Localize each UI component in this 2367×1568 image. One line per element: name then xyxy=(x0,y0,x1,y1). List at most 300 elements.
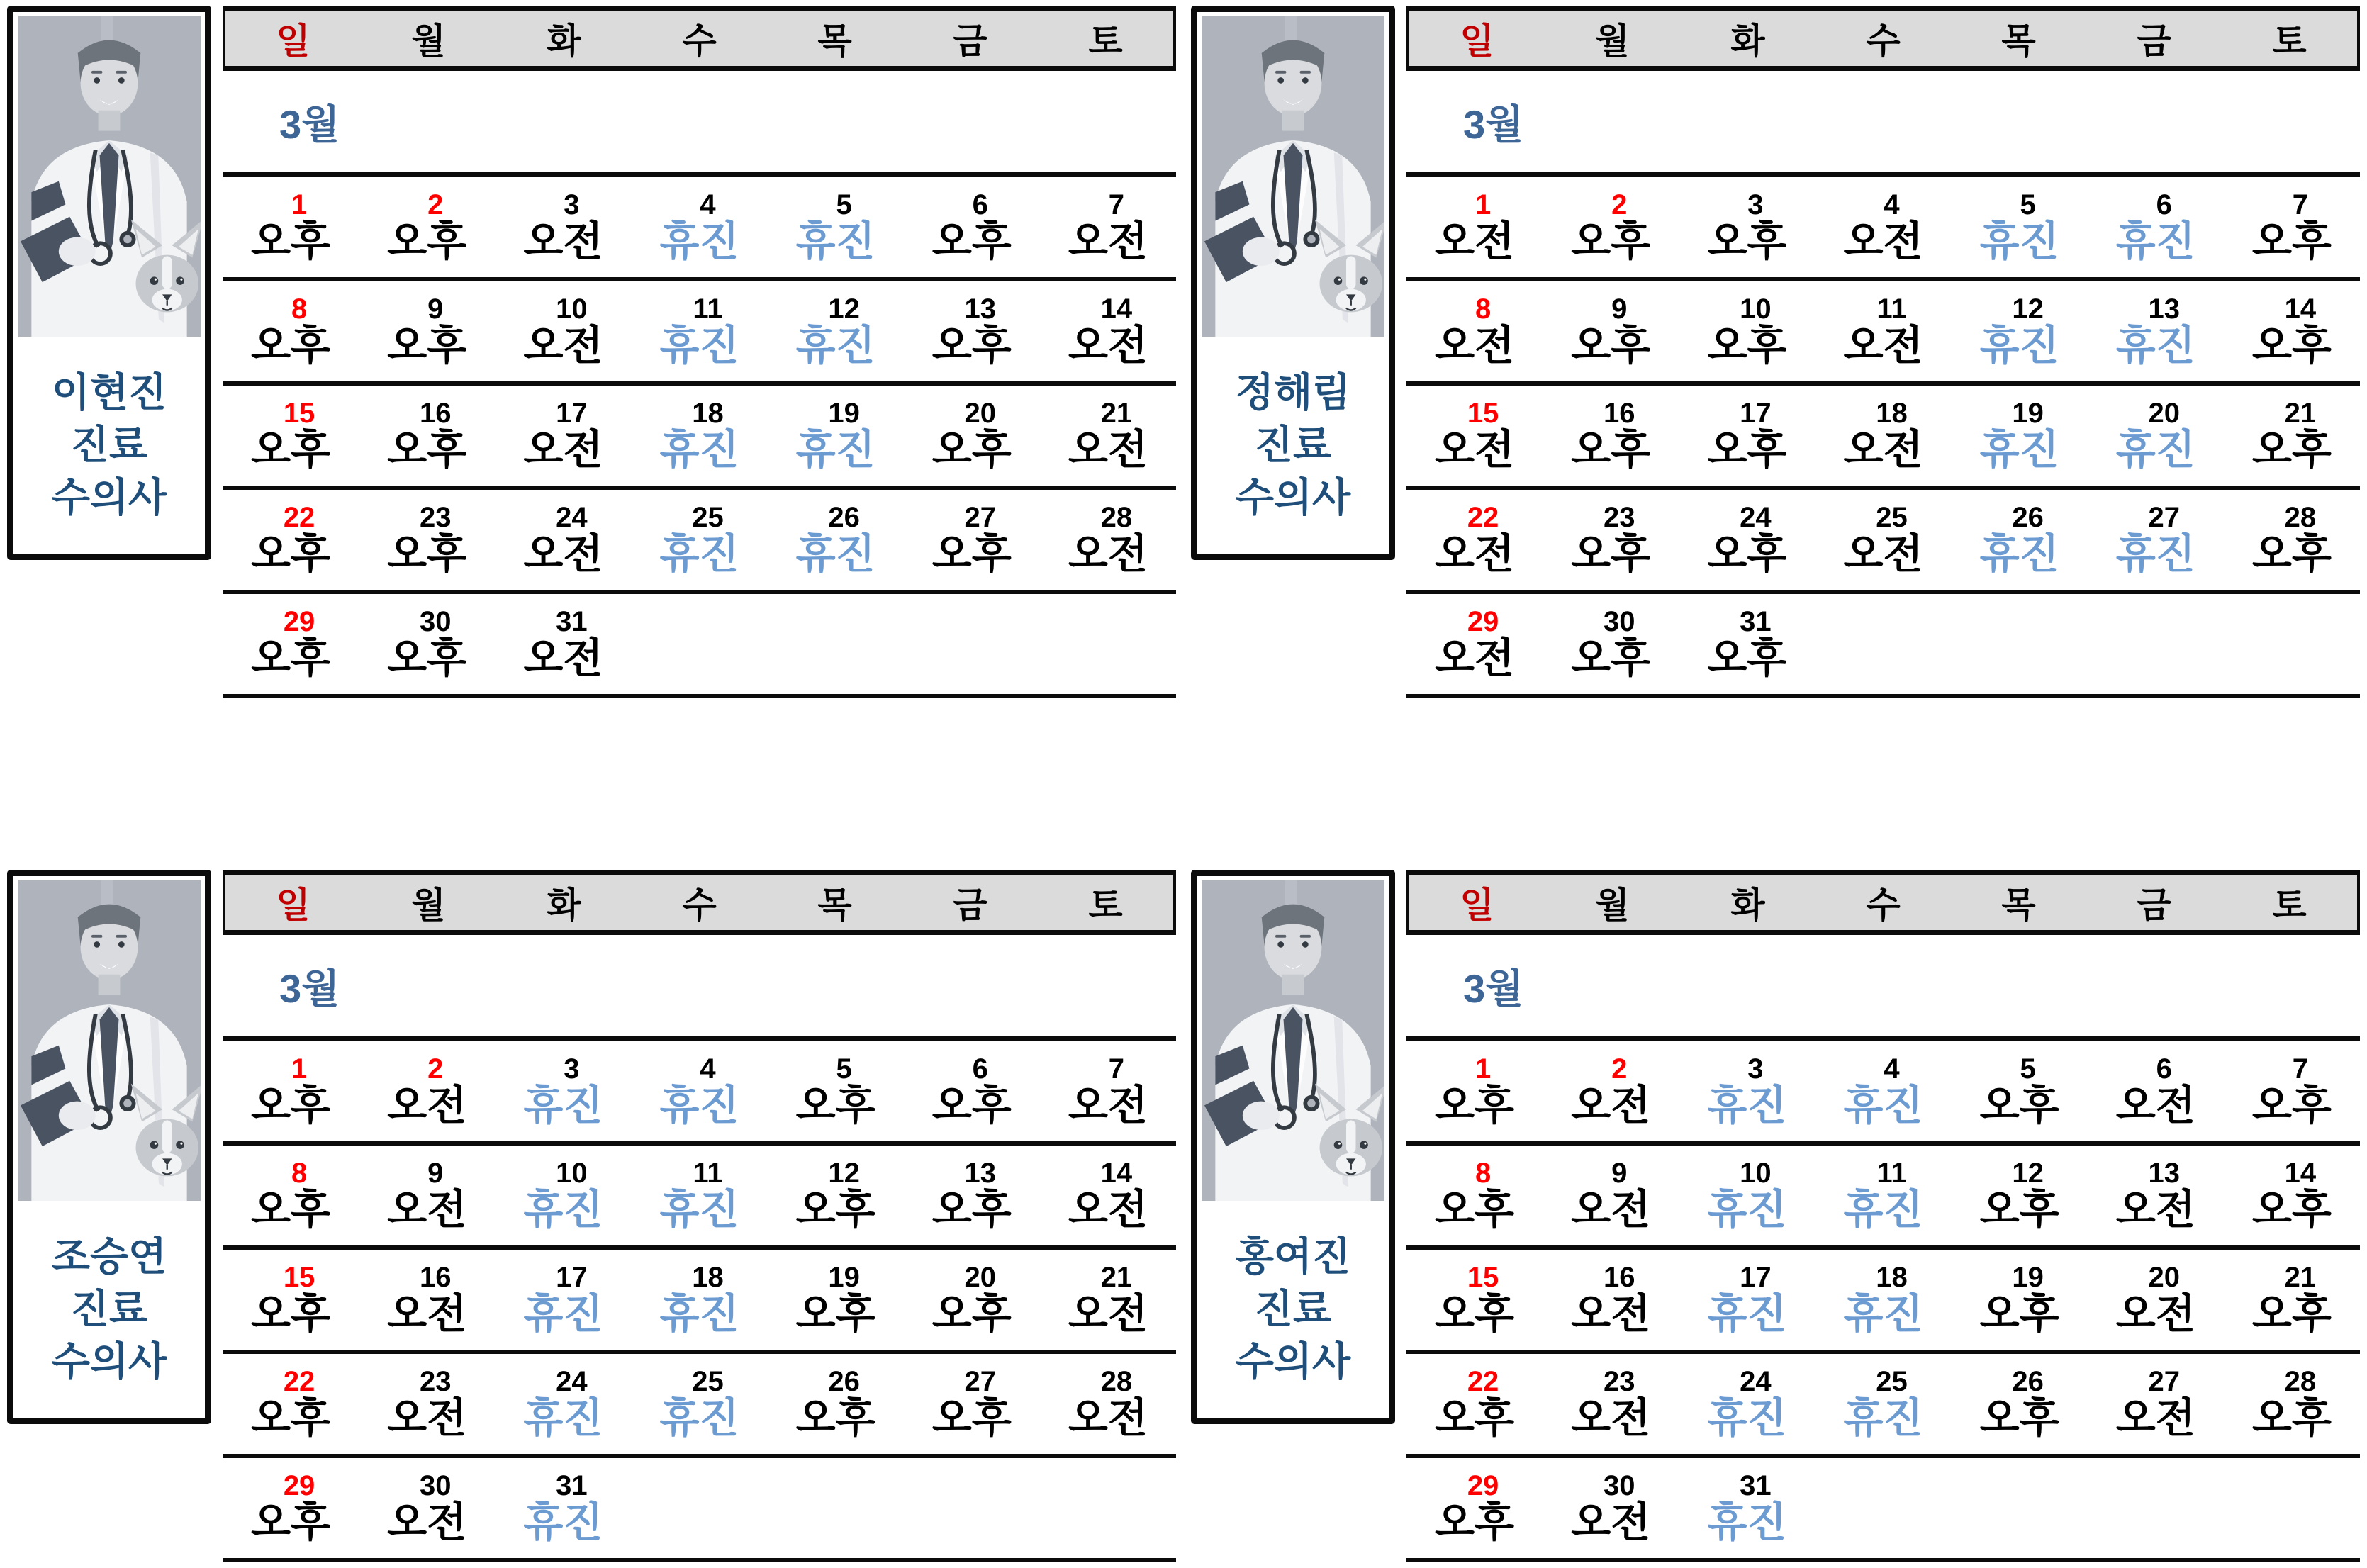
day-status: 휴진 xyxy=(659,531,739,578)
day-status: 휴진 xyxy=(659,1291,739,1338)
day-number: 9 xyxy=(427,293,444,325)
month-label: 3월 xyxy=(279,101,340,147)
day-number: 26 xyxy=(2012,1366,2044,1398)
day-status: 오전 xyxy=(1068,1187,1148,1233)
day-status: 오후 xyxy=(931,1395,1012,1442)
day-number: 23 xyxy=(1603,1366,1635,1398)
day-status: 오후 xyxy=(387,323,467,369)
day-number: 27 xyxy=(2148,502,2181,534)
day-number: 8 xyxy=(291,1158,308,1189)
day-status: 오후 xyxy=(251,1187,331,1233)
day-cell xyxy=(495,177,631,277)
week-row xyxy=(223,177,1176,281)
doctor-illustration xyxy=(1202,16,1384,337)
day-cell xyxy=(359,1041,495,1141)
day-status: 오후 xyxy=(1571,427,1651,474)
weekday-label: 금 xyxy=(2137,21,2171,61)
day-status: 휴진 xyxy=(659,427,739,474)
day-number: 2 xyxy=(1611,1053,1628,1085)
day-number: 3 xyxy=(564,189,580,221)
day-status: 오후 xyxy=(387,531,467,578)
day-status: 오전 xyxy=(387,1291,467,1338)
day-number: 30 xyxy=(1603,1470,1635,1502)
day-cell xyxy=(1815,1250,1951,1350)
day-number: 10 xyxy=(1740,1158,1772,1189)
week-row xyxy=(223,490,1176,594)
day-status: 오전 xyxy=(1435,218,1515,265)
day-number: 16 xyxy=(1603,1262,1635,1294)
day-cell xyxy=(1040,490,1176,590)
schedule-calendar xyxy=(1406,6,2360,698)
day-number: 18 xyxy=(1876,1262,1908,1294)
day-number: 13 xyxy=(2148,293,2181,325)
day-status: 오전 xyxy=(387,1082,467,1129)
day-number: 6 xyxy=(972,1053,988,1085)
day-cell xyxy=(495,1354,631,1454)
day-number: 22 xyxy=(283,1366,315,1398)
weekday-label: 일 xyxy=(1460,885,1494,925)
day-cell xyxy=(1815,1146,1951,1245)
doctor-name xyxy=(18,341,201,549)
day-number: 17 xyxy=(556,398,588,430)
day-number: 2 xyxy=(427,1053,444,1085)
weekday-label: 금 xyxy=(2137,885,2171,925)
day-number: 21 xyxy=(1100,398,1133,430)
day-number: 12 xyxy=(2012,293,2044,325)
day-cell xyxy=(631,177,767,277)
day-cell xyxy=(2088,177,2224,277)
day-status: 휴진 xyxy=(1707,1082,1787,1129)
day-cell xyxy=(223,177,359,277)
day-number: 9 xyxy=(1611,1158,1628,1189)
day-cell xyxy=(768,1354,904,1454)
day-status: 오후 xyxy=(1979,1082,2059,1129)
day-cell xyxy=(631,281,767,381)
day-cell xyxy=(223,386,359,486)
day-cell xyxy=(223,594,359,694)
day-number: 22 xyxy=(1467,1366,1499,1398)
day-status: 오후 xyxy=(251,323,331,369)
day-status: 오전 xyxy=(1435,635,1515,682)
day-status: 오전 xyxy=(1068,531,1148,578)
day-cell xyxy=(1815,1041,1951,1141)
day-status: 휴진 xyxy=(659,1187,739,1233)
day-status: 오후 xyxy=(1571,218,1651,265)
day-number: 8 xyxy=(1475,1158,1492,1189)
day-number: 9 xyxy=(1611,293,1628,325)
weekday-label: 토 xyxy=(1088,885,1123,925)
day-number: 25 xyxy=(1876,502,1908,534)
day-cell xyxy=(495,1146,631,1245)
day-status: 휴진 xyxy=(2115,427,2195,474)
day-cell xyxy=(904,177,1040,277)
day-number: 7 xyxy=(1108,189,1125,221)
day-status: 오후 xyxy=(2251,1082,2332,1129)
day-status: 오전 xyxy=(1068,427,1148,474)
day-status: 휴진 xyxy=(659,218,739,265)
schedule-calendar xyxy=(1406,870,2360,1562)
day-cell xyxy=(223,1458,359,1558)
day-cell xyxy=(1040,281,1176,381)
doctor-name-line: 수의사 xyxy=(51,474,167,520)
weekday-label: 수 xyxy=(1866,885,1901,925)
day-cell xyxy=(904,490,1040,590)
weeks-container xyxy=(223,177,1176,698)
day-status: 휴진 xyxy=(2115,531,2195,578)
day-number: 24 xyxy=(1740,502,1772,534)
day-cell xyxy=(2224,1354,2360,1454)
day-number: 19 xyxy=(2012,398,2044,430)
day-cell xyxy=(1040,177,1176,277)
day-cell xyxy=(495,1458,631,1558)
weekday-label: 화 xyxy=(1730,21,1765,61)
weekday-label: 화 xyxy=(1730,885,1765,925)
doctor-name xyxy=(1202,1205,1384,1413)
day-status: 휴진 xyxy=(1979,323,2059,369)
month-label: 3월 xyxy=(1463,101,1524,147)
day-cell xyxy=(2088,386,2224,486)
day-cell xyxy=(359,1146,495,1245)
day-number: 4 xyxy=(700,1053,716,1085)
day-status: 오후 xyxy=(2251,218,2332,265)
day-cell xyxy=(1543,281,1679,381)
day-status: 휴진 xyxy=(1707,1291,1787,1338)
weekday-label: 월 xyxy=(411,21,446,61)
day-number: 5 xyxy=(2020,189,2036,221)
day-status: 오후 xyxy=(795,1291,875,1338)
day-number: 31 xyxy=(1740,1470,1772,1502)
day-number: 10 xyxy=(556,1158,588,1189)
day-status: 오전 xyxy=(1843,427,1923,474)
day-status: 휴진 xyxy=(1979,218,2059,265)
day-status: 오전 xyxy=(1571,1082,1651,1129)
day-cell xyxy=(1952,1354,2088,1454)
day-number: 6 xyxy=(2156,189,2172,221)
doctor-illustration xyxy=(18,16,201,337)
day-status: 오전 xyxy=(2115,1395,2195,1442)
day-status: 오후 xyxy=(2251,531,2332,578)
week-row xyxy=(1406,594,2360,698)
day-cell xyxy=(631,1041,767,1141)
day-number: 30 xyxy=(1603,606,1635,638)
day-status: 오전 xyxy=(387,1187,467,1233)
doctor-name-line: 수의사 xyxy=(1235,1338,1351,1384)
day-cell xyxy=(631,490,767,590)
day-status: 오전 xyxy=(523,427,603,474)
day-number: 16 xyxy=(1603,398,1635,430)
day-cell xyxy=(2224,1458,2360,1558)
day-cell xyxy=(359,1354,495,1454)
day-cell xyxy=(1406,177,1543,277)
day-cell xyxy=(223,1250,359,1350)
day-number: 3 xyxy=(1747,189,1764,221)
day-status: 오후 xyxy=(2251,427,2332,474)
day-cell xyxy=(1406,1041,1543,1141)
day-status: 오전 xyxy=(523,218,603,265)
day-number: 6 xyxy=(972,189,988,221)
day-cell xyxy=(1815,594,1951,694)
day-number: 30 xyxy=(419,1470,452,1502)
schedule-calendar xyxy=(223,6,1176,698)
doctor-name-line: 진료 xyxy=(1254,422,1332,468)
day-number: 25 xyxy=(1876,1366,1908,1398)
week-row xyxy=(223,386,1176,490)
month-row xyxy=(1406,71,2360,177)
day-cell xyxy=(223,1354,359,1454)
weekday-label: 토 xyxy=(2272,885,2307,925)
weekday-label: 목 xyxy=(2001,885,2036,925)
day-status: 휴진 xyxy=(1979,531,2059,578)
day-cell xyxy=(1679,1041,1815,1141)
day-cell xyxy=(1952,386,2088,486)
day-status: 오전 xyxy=(523,323,603,369)
week-row xyxy=(223,1041,1176,1146)
day-status: 오전 xyxy=(1435,427,1515,474)
day-status: 오전 xyxy=(1571,1291,1651,1338)
day-number: 10 xyxy=(1740,293,1772,325)
day-number: 17 xyxy=(1740,398,1772,430)
day-cell xyxy=(1040,1146,1176,1245)
day-status: 오후 xyxy=(1435,1395,1515,1442)
day-cell xyxy=(1406,386,1543,486)
doctor-card xyxy=(1191,870,1395,1424)
day-cell xyxy=(1815,1354,1951,1454)
day-status: 오전 xyxy=(1843,531,1923,578)
vet-doctor-with-dog-illustration xyxy=(1202,16,1384,337)
weekday-label: 토 xyxy=(1088,21,1123,61)
weekday-label: 목 xyxy=(817,21,852,61)
weekday-label: 수 xyxy=(682,885,717,925)
day-cell xyxy=(2224,281,2360,381)
day-cell xyxy=(1406,1146,1543,1245)
day-number: 11 xyxy=(693,293,723,325)
day-number: 24 xyxy=(1740,1366,1772,1398)
day-number: 25 xyxy=(692,1366,724,1398)
doctor-card xyxy=(1191,6,1395,560)
day-cell xyxy=(1543,1146,1679,1245)
day-number: 10 xyxy=(556,293,588,325)
day-cell xyxy=(1679,281,1815,381)
day-number: 7 xyxy=(2292,1053,2309,1085)
day-cell xyxy=(1815,1458,1951,1558)
day-number: 29 xyxy=(283,1470,315,1502)
doctor-name-line: 조승연 xyxy=(51,1234,167,1279)
day-number: 5 xyxy=(2020,1053,2036,1085)
day-number: 17 xyxy=(1740,1262,1772,1294)
day-cell xyxy=(2224,1146,2360,1245)
day-status: 오전 xyxy=(1068,1395,1148,1442)
weekday-header-row xyxy=(1406,6,2360,71)
day-status: 오전 xyxy=(523,635,603,682)
day-number: 21 xyxy=(2284,398,2317,430)
doctor-card xyxy=(7,870,211,1424)
day-cell xyxy=(1406,1458,1543,1558)
day-status: 오후 xyxy=(1571,323,1651,369)
day-cell xyxy=(1040,1041,1176,1141)
day-cell xyxy=(359,594,495,694)
day-number: 11 xyxy=(1876,293,1907,325)
month-label: 3월 xyxy=(1463,965,1524,1011)
doctor-illustration xyxy=(18,880,201,1201)
day-cell xyxy=(2088,594,2224,694)
vet-panel-2 xyxy=(1191,6,2360,698)
day-status: 오후 xyxy=(1707,218,1787,265)
week-row xyxy=(223,1354,1176,1458)
day-cell xyxy=(359,281,495,381)
day-number: 29 xyxy=(283,606,315,638)
day-number: 4 xyxy=(1884,1053,1900,1085)
day-status: 오후 xyxy=(1435,1291,1515,1338)
day-cell xyxy=(2088,1354,2224,1454)
day-cell xyxy=(2224,594,2360,694)
day-cell xyxy=(1543,1354,1679,1454)
day-cell xyxy=(768,1041,904,1141)
day-status: 오후 xyxy=(387,218,467,265)
weekday-label: 화 xyxy=(547,885,581,925)
day-number: 27 xyxy=(964,1366,997,1398)
day-number: 28 xyxy=(1100,502,1133,534)
week-row xyxy=(1406,1041,2360,1146)
day-number: 25 xyxy=(692,502,724,534)
doctor-name-line: 수의사 xyxy=(1235,474,1351,520)
day-cell xyxy=(223,281,359,381)
day-cell xyxy=(1406,1250,1543,1350)
day-status: 오전 xyxy=(1068,323,1148,369)
month-row xyxy=(1406,935,2360,1041)
day-cell xyxy=(1543,594,1679,694)
day-cell xyxy=(359,1458,495,1558)
day-number: 29 xyxy=(1467,1470,1499,1502)
day-cell xyxy=(1815,177,1951,277)
day-cell xyxy=(1952,1250,2088,1350)
day-status: 오후 xyxy=(251,1082,331,1129)
day-status: 오후 xyxy=(1435,1082,1515,1129)
day-status: 오후 xyxy=(931,531,1012,578)
day-cell xyxy=(1952,1146,2088,1245)
weekday-header-row xyxy=(223,6,1176,71)
weekday-label: 금 xyxy=(953,21,987,61)
day-cell xyxy=(495,281,631,381)
day-number: 24 xyxy=(556,1366,588,1398)
day-number: 8 xyxy=(291,293,308,325)
day-status: 오후 xyxy=(931,1082,1012,1129)
day-cell xyxy=(495,386,631,486)
day-cell xyxy=(1406,490,1543,590)
day-status: 오후 xyxy=(1979,1291,2059,1338)
week-row xyxy=(1406,1458,2360,1562)
day-cell xyxy=(359,1250,495,1350)
day-status: 오후 xyxy=(1979,1187,2059,1233)
day-cell xyxy=(495,1250,631,1350)
day-status: 휴진 xyxy=(523,1499,603,1546)
day-number: 23 xyxy=(1603,502,1635,534)
day-number: 12 xyxy=(828,293,860,325)
vet-panel-3 xyxy=(7,870,1176,1562)
day-number: 14 xyxy=(2284,293,2317,325)
day-status: 오전 xyxy=(2115,1082,2195,1129)
day-status: 휴진 xyxy=(523,1395,603,1442)
day-number: 9 xyxy=(427,1158,444,1189)
vet-panel-4 xyxy=(1191,870,2360,1562)
doctor-name-line: 진료 xyxy=(70,422,148,468)
day-cell xyxy=(2224,490,2360,590)
day-cell xyxy=(223,1041,359,1141)
day-cell xyxy=(2224,1250,2360,1350)
day-number: 1 xyxy=(1475,189,1492,221)
day-number: 4 xyxy=(1884,189,1900,221)
day-status: 오전 xyxy=(1843,218,1923,265)
day-status: 오전 xyxy=(1435,323,1515,369)
day-cell xyxy=(1543,1250,1679,1350)
day-number: 1 xyxy=(291,1053,308,1085)
day-status: 오후 xyxy=(795,1082,875,1129)
day-status: 휴진 xyxy=(2115,323,2195,369)
day-number: 8 xyxy=(1475,293,1492,325)
weekday-label: 수 xyxy=(682,21,717,61)
day-number: 2 xyxy=(427,189,444,221)
day-number: 14 xyxy=(1100,1158,1133,1189)
day-number: 22 xyxy=(283,502,315,534)
day-status: 휴진 xyxy=(795,531,875,578)
weekday-label: 월 xyxy=(1595,21,1630,61)
day-cell xyxy=(2088,1458,2224,1558)
day-number: 28 xyxy=(2284,1366,2317,1398)
day-number: 18 xyxy=(1876,398,1908,430)
month-row xyxy=(223,935,1176,1041)
day-status: 오전 xyxy=(1068,1082,1148,1129)
day-number: 20 xyxy=(964,398,997,430)
day-status: 휴진 xyxy=(659,323,739,369)
day-number: 20 xyxy=(2148,398,2181,430)
vet-doctor-with-dog-illustration xyxy=(1202,880,1384,1201)
day-status: 오후 xyxy=(387,427,467,474)
day-status: 휴진 xyxy=(795,323,875,369)
day-status: 오후 xyxy=(1707,531,1787,578)
day-cell xyxy=(1543,1041,1679,1141)
day-number: 31 xyxy=(1740,606,1772,638)
day-cell xyxy=(904,1250,1040,1350)
day-number: 13 xyxy=(964,293,997,325)
day-status: 오전 xyxy=(1435,531,1515,578)
day-number: 15 xyxy=(1467,398,1499,430)
day-number: 12 xyxy=(828,1158,860,1189)
day-number: 20 xyxy=(964,1262,997,1294)
week-row xyxy=(1406,1354,2360,1458)
day-cell xyxy=(1952,1041,2088,1141)
day-cell xyxy=(495,490,631,590)
day-number: 26 xyxy=(828,1366,860,1398)
day-number: 31 xyxy=(556,606,588,638)
day-cell xyxy=(1406,1354,1543,1454)
day-status: 휴진 xyxy=(1843,1395,1923,1442)
vet-doctor-with-dog-illustration xyxy=(18,16,201,337)
day-cell xyxy=(2088,490,2224,590)
day-cell xyxy=(904,1041,1040,1141)
day-cell xyxy=(1406,594,1543,694)
day-cell xyxy=(631,386,767,486)
month-row xyxy=(223,71,1176,177)
day-cell xyxy=(1952,594,2088,694)
day-cell xyxy=(1543,1458,1679,1558)
day-status: 오후 xyxy=(251,1499,331,1546)
day-status: 휴진 xyxy=(1843,1187,1923,1233)
day-status: 오후 xyxy=(2251,323,2332,369)
day-cell xyxy=(1952,281,2088,381)
day-cell xyxy=(1040,1354,1176,1454)
week-row xyxy=(223,1146,1176,1250)
day-status: 휴진 xyxy=(659,1395,739,1442)
weekday-header-row xyxy=(1406,870,2360,935)
